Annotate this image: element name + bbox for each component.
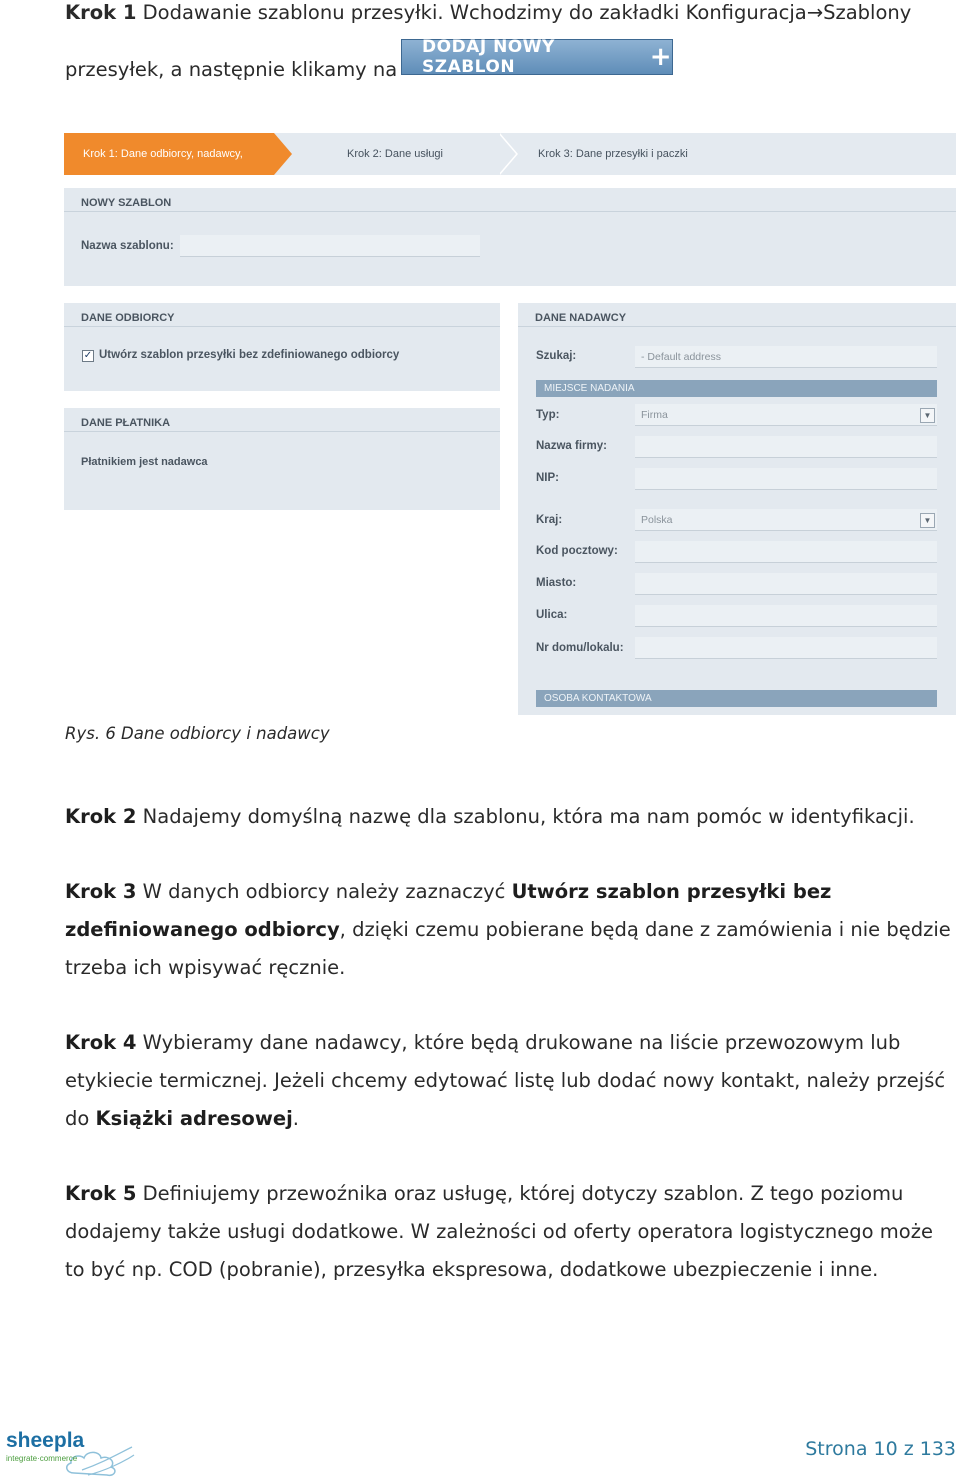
wizard-step-1[interactable]: Krok 1: Dane odbiorcy, nadawcy, xyxy=(64,133,274,175)
figure-caption: Rys. 6 Dane odbiorcy i nadawcy xyxy=(65,724,330,743)
step-label: Krok 1 xyxy=(65,1,137,24)
step-separator-inner xyxy=(498,133,516,175)
step-text: , dzięki czemu pobierane będą dane z zamówienia i nie będzie trzeba ich wpisywać ręcznie. xyxy=(65,918,951,979)
step-3-paragraph xyxy=(65,873,958,987)
step-5-paragraph xyxy=(65,1175,958,1289)
plus-icon: + xyxy=(649,42,672,72)
sheepla-logo xyxy=(4,1425,136,1480)
country-label: Kraj: xyxy=(536,514,563,526)
search-label: Szukaj: xyxy=(536,350,577,362)
section-header: DANE ODBIORCY xyxy=(64,303,500,327)
type-label: Typ: xyxy=(536,409,560,421)
street-input[interactable] xyxy=(635,605,937,627)
country-select[interactable] xyxy=(635,509,937,531)
wizard-step-2[interactable]: Krok 2: Dane usługi xyxy=(347,148,443,160)
section-header: DANE PŁATNIKA xyxy=(64,408,500,432)
payer-text: Płatnikiem jest nadawca xyxy=(81,456,208,468)
nip-input[interactable] xyxy=(635,468,937,490)
postcode-label: Kod pocztowy: xyxy=(536,545,618,557)
city-input[interactable] xyxy=(635,573,937,595)
step-text: Wybieramy dane nadawcy, które będą drukowane na liście przewozowym lub etykiecie termicznej. Jeżeli chcemy edytować listę lub dodać nowy kontakt, należy przejść do xyxy=(65,1031,946,1130)
company-input[interactable] xyxy=(635,436,937,458)
house-label: Nr domu/lokalu: xyxy=(536,642,624,654)
logo-text: sheepla xyxy=(6,1429,85,1452)
wizard-step-3[interactable]: Krok 3: Dane przesyłki i paczki xyxy=(538,148,688,160)
new-template-section xyxy=(64,188,956,286)
step-text: Definiujemy przewoźnika oraz usługę, której dotyczy szablon. Z tego poziomu dodajemy także usługi dodatkowe. W zależności od oferty operatora logistycznego może to być np. COD (pobranie), przesyłka ekspresowa, dodatkowe ubezpieczenie i inne. xyxy=(65,1182,933,1281)
step-label: Krok 5 xyxy=(65,1182,137,1205)
page-number: Strona 10 z 133 xyxy=(805,1438,956,1460)
step-text: W danych odbiorcy należy zaznaczyć xyxy=(136,880,512,903)
chevron-down-icon[interactable]: ▼ xyxy=(920,513,935,528)
payer-section xyxy=(64,408,500,510)
step-text: . xyxy=(292,1107,299,1130)
place-section-bar[interactable]: MIEJSCE NADANIA xyxy=(536,380,937,397)
recipient-checkbox-label: Utwórz szablon przesyłki bez zdefiniowanego odbiorcy xyxy=(99,349,400,361)
arrow-icon: → xyxy=(806,1,824,24)
step-label: Krok 2 xyxy=(65,805,137,828)
address-book-link[interactable]: Książki adresowej xyxy=(95,1107,293,1130)
step-2-paragraph xyxy=(65,798,958,836)
contact-section-bar[interactable]: OSOBA KONTAKTOWA xyxy=(536,690,937,707)
step-text: Nadajemy domyślną nazwę dla szablonu, która ma nam pomóc w identyfikacji. xyxy=(136,805,915,828)
type-select[interactable] xyxy=(635,404,937,426)
step-4-paragraph xyxy=(65,1024,958,1138)
section-header: NOWY SZABLON xyxy=(64,188,956,212)
logo-subtext: integrate·commerce xyxy=(6,1454,78,1463)
chevron-down-icon[interactable]: ▼ xyxy=(920,408,935,423)
search-field[interactable]: - Default address xyxy=(635,346,937,368)
intro-text-end: Szablony xyxy=(823,1,912,24)
template-form-screenshot xyxy=(64,133,956,715)
section-header: DANE NADAWCY xyxy=(518,303,956,327)
template-name-label: Nazwa szablonu: xyxy=(81,240,174,252)
nip-label: NIP: xyxy=(536,472,559,484)
city-label: Miasto: xyxy=(536,577,577,589)
company-label: Nazwa firmy: xyxy=(536,440,607,452)
sender-section xyxy=(518,303,956,715)
intro-text: Dodawanie szablonu przesyłki. Wchodzimy do zakładki Konfiguracja xyxy=(136,1,807,24)
wizard-steps xyxy=(64,133,956,175)
step-arrow xyxy=(274,133,292,175)
house-input[interactable] xyxy=(635,637,937,659)
template-name-input[interactable] xyxy=(180,235,480,257)
recipient-section xyxy=(64,303,500,391)
country-value: Polska xyxy=(641,513,673,526)
street-label: Ulica: xyxy=(536,609,568,621)
add-button-label: DODAJ NOWY SZABLON xyxy=(422,37,555,77)
postcode-input[interactable] xyxy=(635,541,937,563)
step-emphasis: Utwórz szablon przesyłki bez zdefiniowanego odbiorcy xyxy=(65,880,832,941)
step-label: Krok 3 xyxy=(65,880,137,903)
intro-line-2: przesyłek, a następnie klikamy na xyxy=(65,58,398,81)
type-value: Firma xyxy=(641,408,668,421)
recipient-checkbox[interactable]: ✓ xyxy=(83,350,93,361)
add-new-template-button[interactable] xyxy=(401,39,673,75)
intro-line-1 xyxy=(65,0,911,26)
step-label: Krok 4 xyxy=(65,1031,137,1054)
